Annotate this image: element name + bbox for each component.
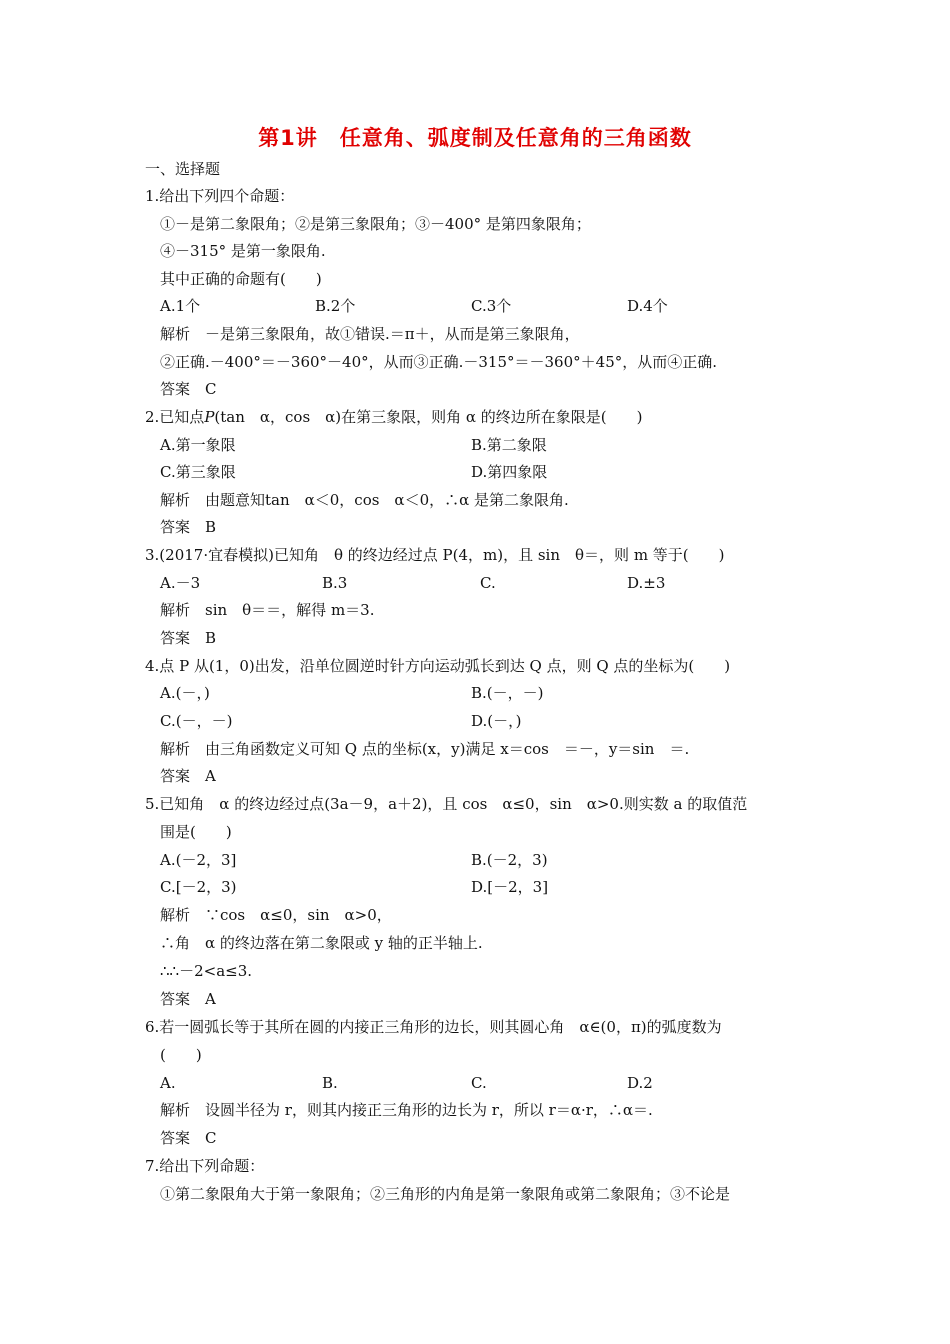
q4-option-c: C.(－，－) bbox=[160, 712, 233, 730]
q6-option-d: D.2 bbox=[627, 1074, 653, 1092]
q5-option-b: B.(－2，3) bbox=[471, 851, 548, 869]
q1-question: 其中正确的命题有( ) bbox=[160, 270, 322, 288]
q1-option-d: D.4个 bbox=[627, 297, 668, 315]
q3-stem: 3.(2017·宜春模拟)已知角 θ 的终边经过点 P(4，m)，且 sin θ＝，则 m 等于( ) bbox=[145, 546, 725, 564]
q5-analysis-2: ∴角 α 的终边落在第二象限或 y 轴的正半轴上. bbox=[160, 934, 483, 952]
q3-option-b: B.3 bbox=[322, 574, 348, 592]
q5-stem-1: 5.已知角 α 的终边经过点(3a－9，a＋2)，且 cos α≤0，sin α>0.则实数 a 的取值范 bbox=[145, 795, 748, 813]
q1-option-a: A.1个 bbox=[160, 297, 201, 315]
q1-option-b: B.2个 bbox=[315, 297, 356, 315]
q2-option-a: A.第一象限 bbox=[160, 436, 236, 454]
q3-analysis: 解析 sin θ＝＝，解得 m＝3. bbox=[160, 601, 375, 619]
q2-stem bbox=[145, 408, 643, 426]
q1-analysis-2: ②正确.－400°＝－360°－40°，从而③正确.－315°＝－360°＋45°，从而④正确. bbox=[160, 353, 718, 371]
q5-option-d: D.[－2，3] bbox=[471, 878, 549, 896]
q5-analysis-3: ∴∴－2<a≤3. bbox=[160, 962, 253, 980]
q5-option-a: A.(－2，3] bbox=[160, 851, 237, 869]
q4-option-d: D.(－，) bbox=[471, 712, 522, 730]
q6-analysis: 解析 设圆半径为 r，则其内接正三角形的边长为 r，所以 r＝α·r，∴α＝. bbox=[160, 1101, 653, 1119]
q2-option-c: C.第三象限 bbox=[160, 463, 236, 481]
q6-stem-1: 6.若一圆弧长等于其所在圆的内接正三角形的边长，则其圆心角 α∈(0，π)的弧度数为 bbox=[145, 1018, 722, 1036]
q2-option-b: B.第二象限 bbox=[471, 436, 547, 454]
q5-answer: 答案 A bbox=[160, 990, 216, 1008]
q4-option-b: B.(－，－) bbox=[471, 684, 544, 702]
q3-option-a: A.－3 bbox=[160, 574, 201, 592]
q4-answer: 答案 A bbox=[160, 767, 216, 785]
q3-option-d: D.±3 bbox=[627, 574, 666, 592]
q1-statement-1: ①－是第二象限角；②是第三象限角；③－400° 是第四象限角； bbox=[160, 215, 591, 233]
q1-stem: 1.给出下列四个命题： bbox=[145, 187, 295, 205]
q2-option-d: D.第四象限 bbox=[471, 463, 548, 481]
q2-stem-rest: (tan α，cos α)在第三象限，则角 α 的终边所在象限是( ) bbox=[214, 408, 643, 426]
q1-analysis-1: 解析 －是第三象限角，故①错误.＝π＋，从而是第三象限角， bbox=[160, 325, 580, 343]
q2-stem-prefix: 2.已知点 bbox=[145, 408, 205, 426]
q1-answer: 答案 C bbox=[160, 380, 217, 398]
q6-option-c: C. bbox=[471, 1074, 487, 1092]
q4-stem: 4.点 P 从(1，0)出发，沿单位圆逆时针方向运动弧长到达 Q 点，则 Q 点的坐标为( ) bbox=[145, 657, 731, 675]
q1-option-c: C.3个 bbox=[471, 297, 512, 315]
q2-analysis: 解析 由题意知tan α＜0，cos α＜0，∴α 是第二象限角. bbox=[160, 491, 569, 509]
q6-option-b: B. bbox=[322, 1074, 338, 1092]
q2-answer: 答案 B bbox=[160, 518, 217, 536]
q6-option-a: A. bbox=[160, 1074, 176, 1092]
q5-option-c: C.[－2，3) bbox=[160, 878, 237, 896]
q7-stem: 7.给出下列命题： bbox=[145, 1157, 265, 1175]
page-title: 第1讲 任意角、弧度制及任意角的三角函数 bbox=[258, 126, 692, 150]
q6-answer: 答案 C bbox=[160, 1129, 217, 1147]
q5-stem-2: 围是( ) bbox=[160, 823, 232, 841]
section-heading: 一、选择题 bbox=[145, 160, 221, 178]
q3-option-c: C. bbox=[480, 574, 496, 592]
q7-statement-1: ①第二象限角大于第一象限角；②三角形的内角是第一象限角或第二象限角；③不论是 bbox=[160, 1185, 731, 1203]
q4-analysis: 解析 由三角函数定义可知 Q 点的坐标(x，y)满足 x＝cos ＝－，y＝sin ＝. bbox=[160, 740, 690, 758]
q3-answer: 答案 B bbox=[160, 629, 217, 647]
q6-stem-2: ( ) bbox=[160, 1046, 202, 1064]
q2-point-label: P bbox=[204, 408, 215, 426]
q4-option-a: A.(－，) bbox=[160, 684, 210, 702]
q1-statement-2: ④－315° 是第一象限角. bbox=[160, 242, 326, 260]
q5-analysis-1: 解析 ∵cos α≤0，sin α>0， bbox=[160, 906, 392, 924]
